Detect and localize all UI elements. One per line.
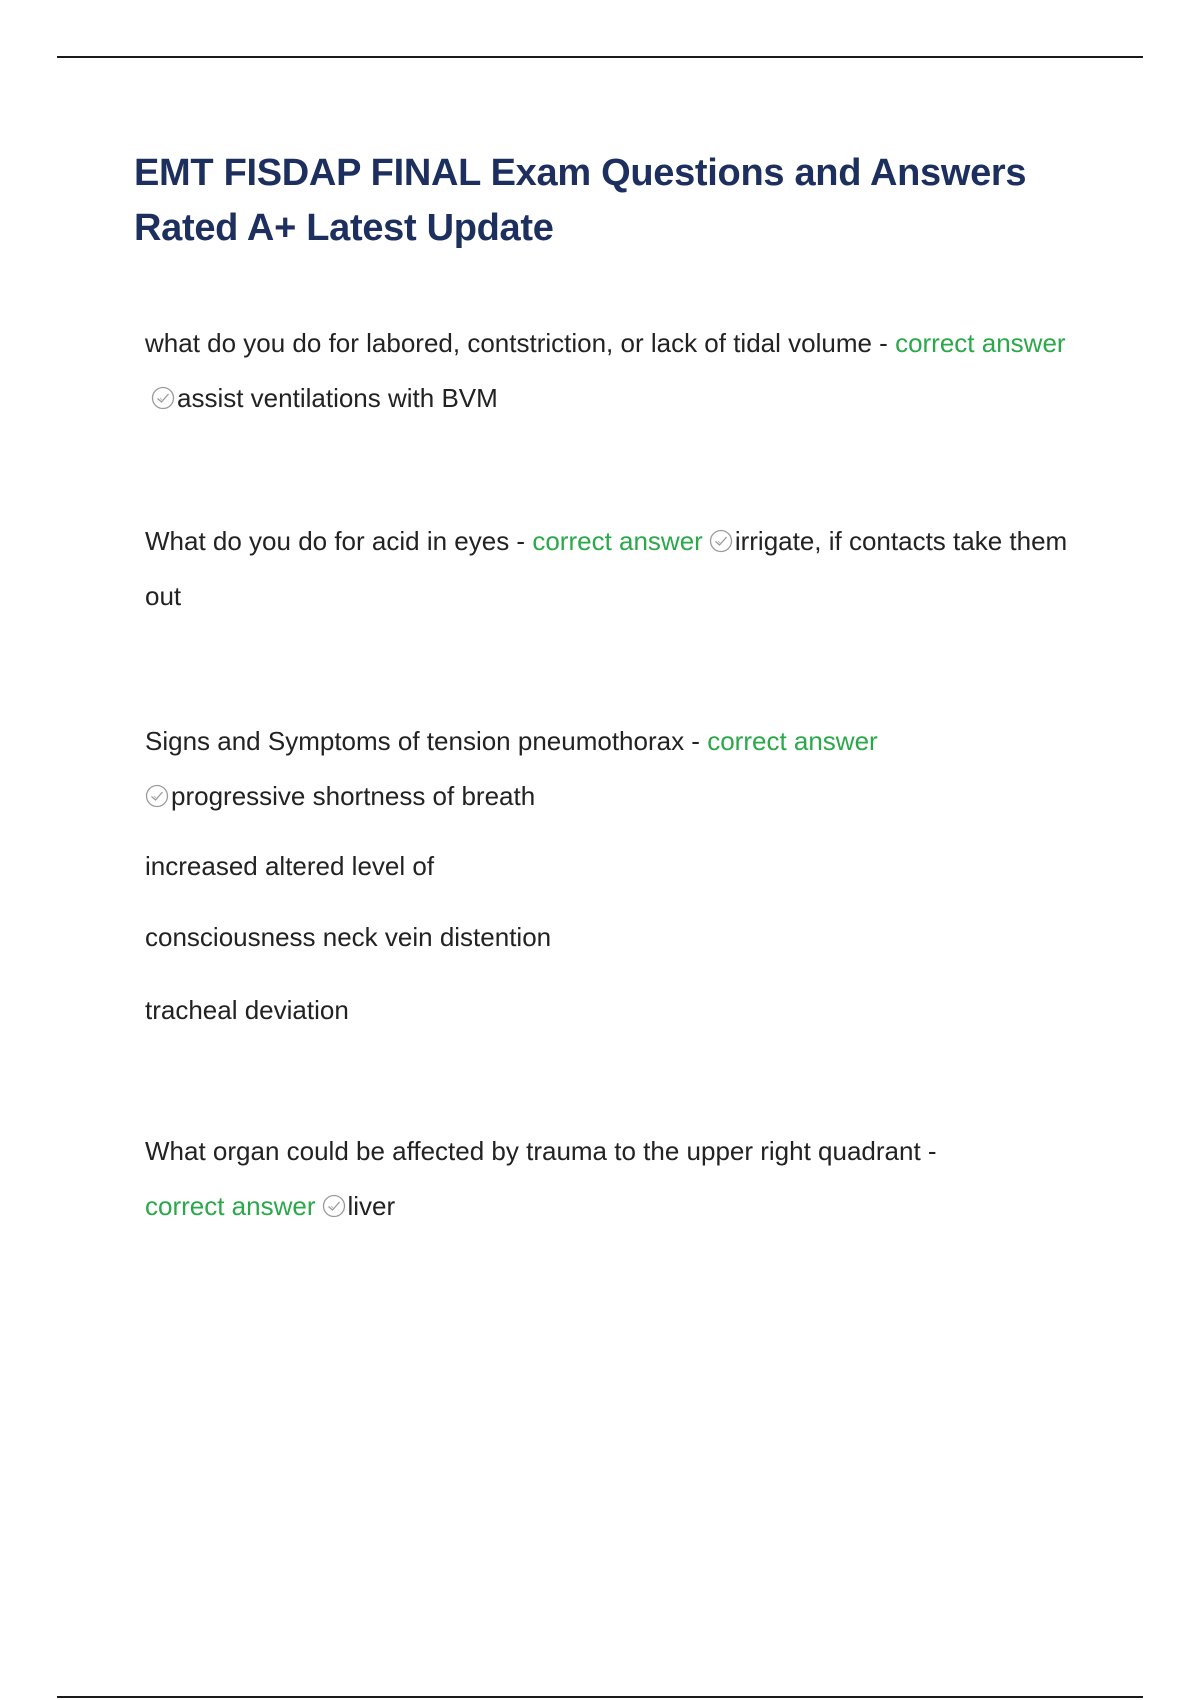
answer-label: correct answer (145, 1191, 316, 1221)
qa-item (145, 514, 1085, 624)
document-title: EMT FISDAP FINAL Exam Questions and Answers Rated A+ Latest Update (134, 152, 1027, 249)
answer-label: correct answer (532, 526, 703, 556)
answer-text: progressive shortness of breath (171, 781, 536, 811)
answer-text: assist ventilations with BVM (177, 383, 498, 413)
answer-label: correct answer (895, 328, 1066, 358)
answer-line: tracheal deviation (145, 995, 349, 1025)
answer-text: irrigate, if contacts take them out (145, 526, 1068, 611)
top-rule (57, 56, 1143, 58)
question-text: What organ could be affected by trauma to the upper right quadrant - (145, 1136, 937, 1166)
qa-item (145, 1124, 1085, 1234)
question-text: What do you do for acid in eyes - (145, 526, 526, 556)
check-circle-icon (145, 784, 169, 808)
bottom-rule (57, 1696, 1143, 1698)
qa-item (145, 316, 1085, 426)
qa-item (145, 714, 1085, 824)
check-circle-icon (151, 386, 175, 410)
check-circle-icon (709, 529, 733, 553)
answer-label: correct answer (707, 726, 878, 756)
answer-line: increased altered level of (145, 851, 435, 881)
question-text: what do you do for labored, contstriction, or lack of tidal volume - (145, 328, 888, 358)
answer-line: consciousness neck vein distention (145, 922, 552, 952)
check-circle-icon (322, 1194, 346, 1218)
answer-text: liver (347, 1191, 396, 1221)
question-text: Signs and Symptoms of tension pneumothorax - (145, 726, 700, 756)
